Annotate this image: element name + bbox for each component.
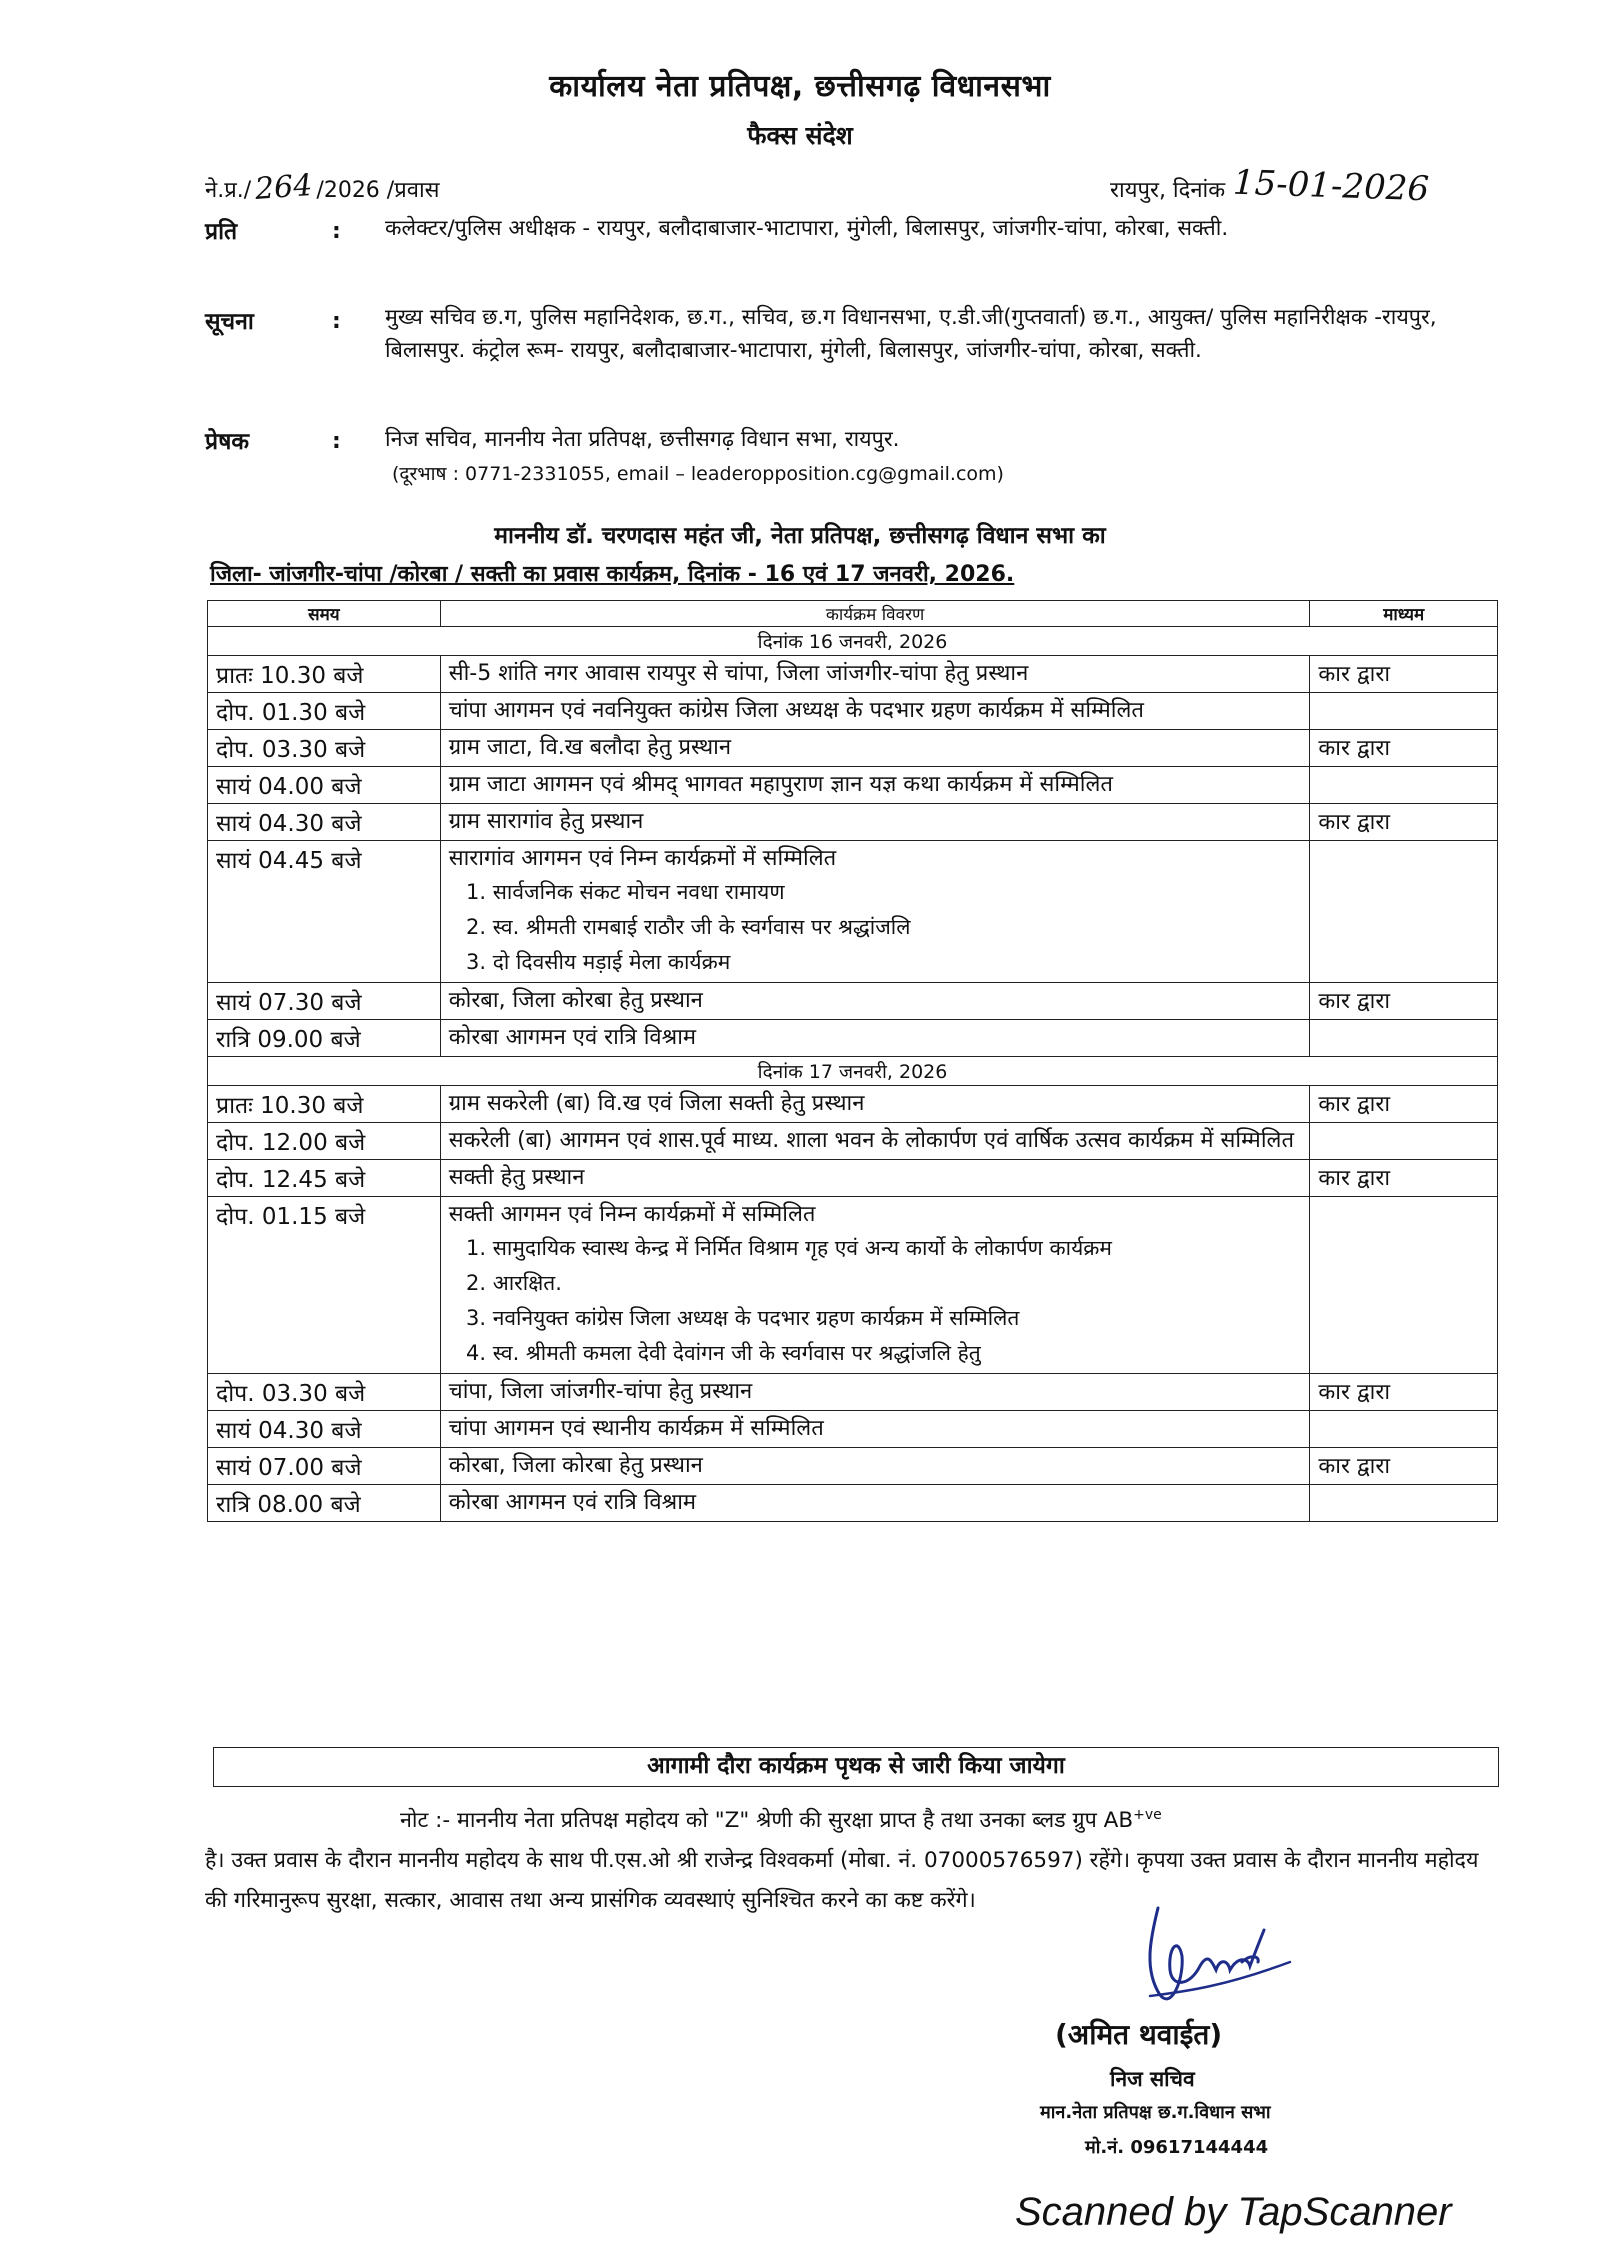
column-header-description: कार्यक्रम विवरण (440, 601, 1310, 627)
row-description: चांपा आगमन एवं नवनियुक्त कांग्रेस जिला अध्यक्ष के पदभार ग्रहण कार्यक्रम में सम्मिलित (440, 693, 1310, 730)
row-description: चांपा आगमन एवं स्थानीय कार्यक्रम में सम्मिलित (440, 1411, 1310, 1448)
row-description-with-list (440, 1197, 1310, 1374)
day-header (208, 1057, 1498, 1086)
table-row (208, 1086, 1498, 1123)
row-time: सायं 07.30 बजे (208, 983, 441, 1020)
row-time: सायं 07.00 बजे (208, 1448, 441, 1485)
row-mode: कार द्वारा (1310, 983, 1498, 1020)
row-description: कोरबा आगमन एवं रात्रि विश्राम (440, 1485, 1310, 1522)
colon: : (332, 219, 341, 244)
to-text: कलेक्टर/पुलिस अधीक्षक - रायपुर, बलौदाबाजार-भाटापारा, मुंगेली, बिलासपुर, जांजगीर-चांपा, कोरबा, सक्ती. (385, 216, 1229, 241)
row-description: सकरेली (बा) आगमन एवं शास.पूर्व माध्य. शाला भवन के लोकार्पण एवं वार्षिक उत्सव कार्यक्रम में सम्मिलित (440, 1123, 1310, 1160)
table-row (208, 804, 1498, 841)
table-row (208, 1160, 1498, 1197)
list-item: 2. आरक्षित. (493, 1266, 1302, 1301)
column-header-mode: माध्यम (1310, 601, 1498, 627)
ref-number-handwritten: 264 (253, 168, 314, 207)
row-description-with-list (440, 841, 1310, 983)
table-row (208, 983, 1498, 1020)
table-row (208, 656, 1498, 693)
list-item: 4. स्व. श्रीमती कमला देवी देवांगन जी के स्वर्गवास पर श्रद्धांजलि हेतु (493, 1336, 1302, 1371)
note-text-continued: है। उक्त प्रवास के दौरान माननीय महोदय के साथ पी.एस.ओ श्री राजेन्द्र विश्वकर्मा (मोबा. नं. 07000576597) रहेंगे। कृपया उक्त प्रवास के दौरान माननीय महोदय की गरिमानुरूप सुरक्षा, सत्कार, आवास तथा अन्य प्रासंगिक व्यवस्थाएं सुनिश्चित करने का कष्ट करेंगे। (205, 1848, 1479, 1914)
upcoming-tour-notice: आगामी दौरा कार्यक्रम पृथक से जारी किया जायेगा (213, 1747, 1499, 1787)
row-mode: कार द्वारा (1310, 1086, 1498, 1123)
table-row (208, 1197, 1498, 1374)
row-description: कोरबा आगमन एवं रात्रि विश्राम (440, 1020, 1310, 1057)
note-line-1 (205, 1795, 1505, 1841)
row-mode (1310, 1197, 1498, 1374)
day1-label: दिनांक 16 जनवरी, 2026 (208, 627, 1498, 656)
row-time: सायं 04.30 बजे (208, 1411, 441, 1448)
row-mode (1310, 1020, 1498, 1057)
table-row (208, 1374, 1498, 1411)
table-row (208, 1485, 1498, 1522)
blood-group-sup: +ve (1133, 1807, 1162, 1823)
table-row (208, 693, 1498, 730)
schedule-table (207, 600, 1498, 1522)
list-item: 1. सामुदायिक स्वास्थ केन्द्र में निर्मित विश्राम गृह एवं अन्य कार्यो के लोकार्पण कार्यक्रम (493, 1231, 1302, 1266)
program-subheading: जिला- जांजगीर-चांपा /कोरबा / सक्ती का प्रवास कार्यक्रम, दिनांक - 16 एवं 17 जनवरी, 2026. (210, 562, 1015, 587)
reference-number (205, 170, 440, 205)
info-label: सूचना (205, 309, 254, 335)
sender-contact: (दूरभाष : 0771-2331055, email – leaderopposition.cg@gmail.com) (392, 463, 1004, 485)
table-header (208, 601, 1498, 627)
program-heading: माननीय डॉ. चरणदास महंत जी, नेता प्रतिपक्ष, छत्तीसगढ़ विधान सभा का (494, 523, 1106, 549)
row-mode: कार द्वारा (1310, 1374, 1498, 1411)
colon: : (332, 309, 341, 334)
table-row (208, 1020, 1498, 1057)
info-text: मुख्य सचिव छ.ग, पुलिस महानिदेशक, छ.ग., सचिव, छ.ग विधानसभा, ए.डी.जी(गुप्तवार्ता) छ.ग., आयुक्त/ पुलिस महानिरीक्षक -रायपुर, बिलासपुर. कंट्रोल रूम- रायपुर, बलौदाबाजार-भाटापारा, मुंगेली, बिलासपुर, जांजगीर-चांपा, कोरबा, सक्ती. (385, 305, 1437, 363)
signatory-role: निज सचिव (1110, 2067, 1195, 2091)
sub-event-list (449, 1231, 1302, 1371)
row-description: सक्ती आगमन एवं निम्न कार्यक्रमों में सम्मिलित (448, 1202, 816, 1227)
row-time: दोप. 03.30 बजे (208, 1374, 441, 1411)
signatory-name: (अमित थवाईत) (1055, 2018, 1223, 2051)
day2-label: दिनांक 17 जनवरी, 2026 (208, 1057, 1498, 1086)
table-row (208, 1448, 1498, 1485)
row-description: ग्राम सकरेली (बा) वि.ख एवं जिला सक्ती हेतु प्रस्थान (440, 1086, 1310, 1123)
row-time: प्रातः 10.30 बजे (208, 1086, 441, 1123)
list-item: 2. स्व. श्रीमती रामबाई राठौर जी के स्वर्गवास पर श्रद्धांजलि (493, 910, 1302, 945)
list-item: 1. सार्वजनिक संकट मोचन नवधा रामायण (493, 875, 1302, 910)
row-mode (1310, 841, 1498, 983)
table-row (208, 730, 1498, 767)
signatory-office: मान.नेता प्रतिपक्ष छ.ग.विधान सभा (1040, 2102, 1271, 2123)
row-mode (1310, 693, 1498, 730)
row-time: दोप. 12.45 बजे (208, 1160, 441, 1197)
row-mode: कार द्वारा (1310, 656, 1498, 693)
row-time: रात्रि 09.00 बजे (208, 1020, 441, 1057)
signature-icon (1120, 1900, 1320, 2010)
row-mode: कार द्वारा (1310, 804, 1498, 841)
table-row (208, 1123, 1498, 1160)
sender-label: प्रेषक (205, 429, 250, 455)
colon: : (332, 429, 341, 454)
row-mode (1310, 1411, 1498, 1448)
row-time: प्रातः 10.30 बजे (208, 656, 441, 693)
row-description: चांपा, जिला जांजगीर-चांपा हेतु प्रस्थान (440, 1374, 1310, 1411)
row-description: ग्राम सारागांव हेतु प्रस्थान (440, 804, 1310, 841)
row-description: ग्राम जाटा आगमन एवं श्रीमद् भागवत महापुराण ज्ञान यज्ञ कथा कार्यक्रम में सम्मिलित (440, 767, 1310, 804)
table-row (208, 767, 1498, 804)
office-title: कार्यालय नेता प्रतिपक्ष, छत्तीसगढ़ विधानसभा (549, 69, 1051, 104)
row-mode: कार द्वारा (1310, 730, 1498, 767)
message-type: फैक्स संदेश (747, 121, 853, 150)
sender-text: निज सचिव, माननीय नेता प्रतिपक्ष, छत्तीसगढ़ विधान सभा, रायपुर. (385, 427, 900, 452)
day-header (208, 627, 1498, 656)
row-description: ग्राम जाटा, वि.ख बलौदा हेतु प्रस्थान (440, 730, 1310, 767)
row-description: सक्ती हेतु प्रस्थान (440, 1160, 1310, 1197)
list-item: 3. दो दिवसीय मड़ाई मेला कार्यक्रम (493, 945, 1302, 980)
ref-suffix: /2026 /प्रवास (316, 178, 440, 203)
row-mode: कार द्वारा (1310, 1448, 1498, 1485)
row-time: दोप. 12.00 बजे (208, 1123, 441, 1160)
column-header-time: समय (208, 601, 441, 627)
date-label: रायपुर, दिनांक (1110, 178, 1226, 203)
row-time: दोप. 01.15 बजे (208, 1197, 441, 1374)
sub-event-list (449, 875, 1302, 980)
scanner-watermark: Scanned by TapScanner (1015, 2190, 1452, 2234)
row-mode (1310, 1485, 1498, 1522)
table-row (208, 841, 1498, 983)
to-label: प्रति (205, 219, 238, 245)
row-time: दोप. 03.30 बजे (208, 730, 441, 767)
ref-prefix: ने.प्र./ (205, 178, 252, 203)
row-time: सायं 04.45 बजे (208, 841, 441, 983)
date-handwritten: 15-01-2026 (1232, 162, 1430, 210)
table-row (208, 1411, 1498, 1448)
note-text: नोट :- माननीय नेता प्रतिपक्ष महोदय को "Z" श्रेणी की सुरक्षा प्राप्त है तथा उनका ब्लड ग्रुप AB (400, 1808, 1134, 1834)
row-description: सी-5 शांति नगर आवास रायपुर से चांपा, जिला जांजगीर-चांपा हेतु प्रस्थान (440, 656, 1310, 693)
list-item: 3. नवनियुक्त कांग्रेस जिला अध्यक्ष के पदभार ग्रहण कार्यक्रम में सम्मिलित (493, 1301, 1302, 1336)
row-mode (1310, 767, 1498, 804)
row-description: सारागांव आगमन एवं निम्न कार्यक्रमों में सम्मिलित (448, 846, 837, 871)
row-time: रात्रि 08.00 बजे (208, 1485, 441, 1522)
signatory-phone: मो.नं. 09617144444 (1085, 2137, 1269, 2158)
row-time: दोप. 01.30 बजे (208, 693, 441, 730)
row-mode (1310, 1123, 1498, 1160)
row-mode: कार द्वारा (1310, 1160, 1498, 1197)
issue-date (1110, 162, 1430, 210)
row-description: कोरबा, जिला कोरबा हेतु प्रस्थान (440, 983, 1310, 1020)
row-time: सायं 04.00 बजे (208, 767, 441, 804)
row-time: सायं 04.30 बजे (208, 804, 441, 841)
row-description: कोरबा, जिला कोरबा हेतु प्रस्थान (440, 1448, 1310, 1485)
